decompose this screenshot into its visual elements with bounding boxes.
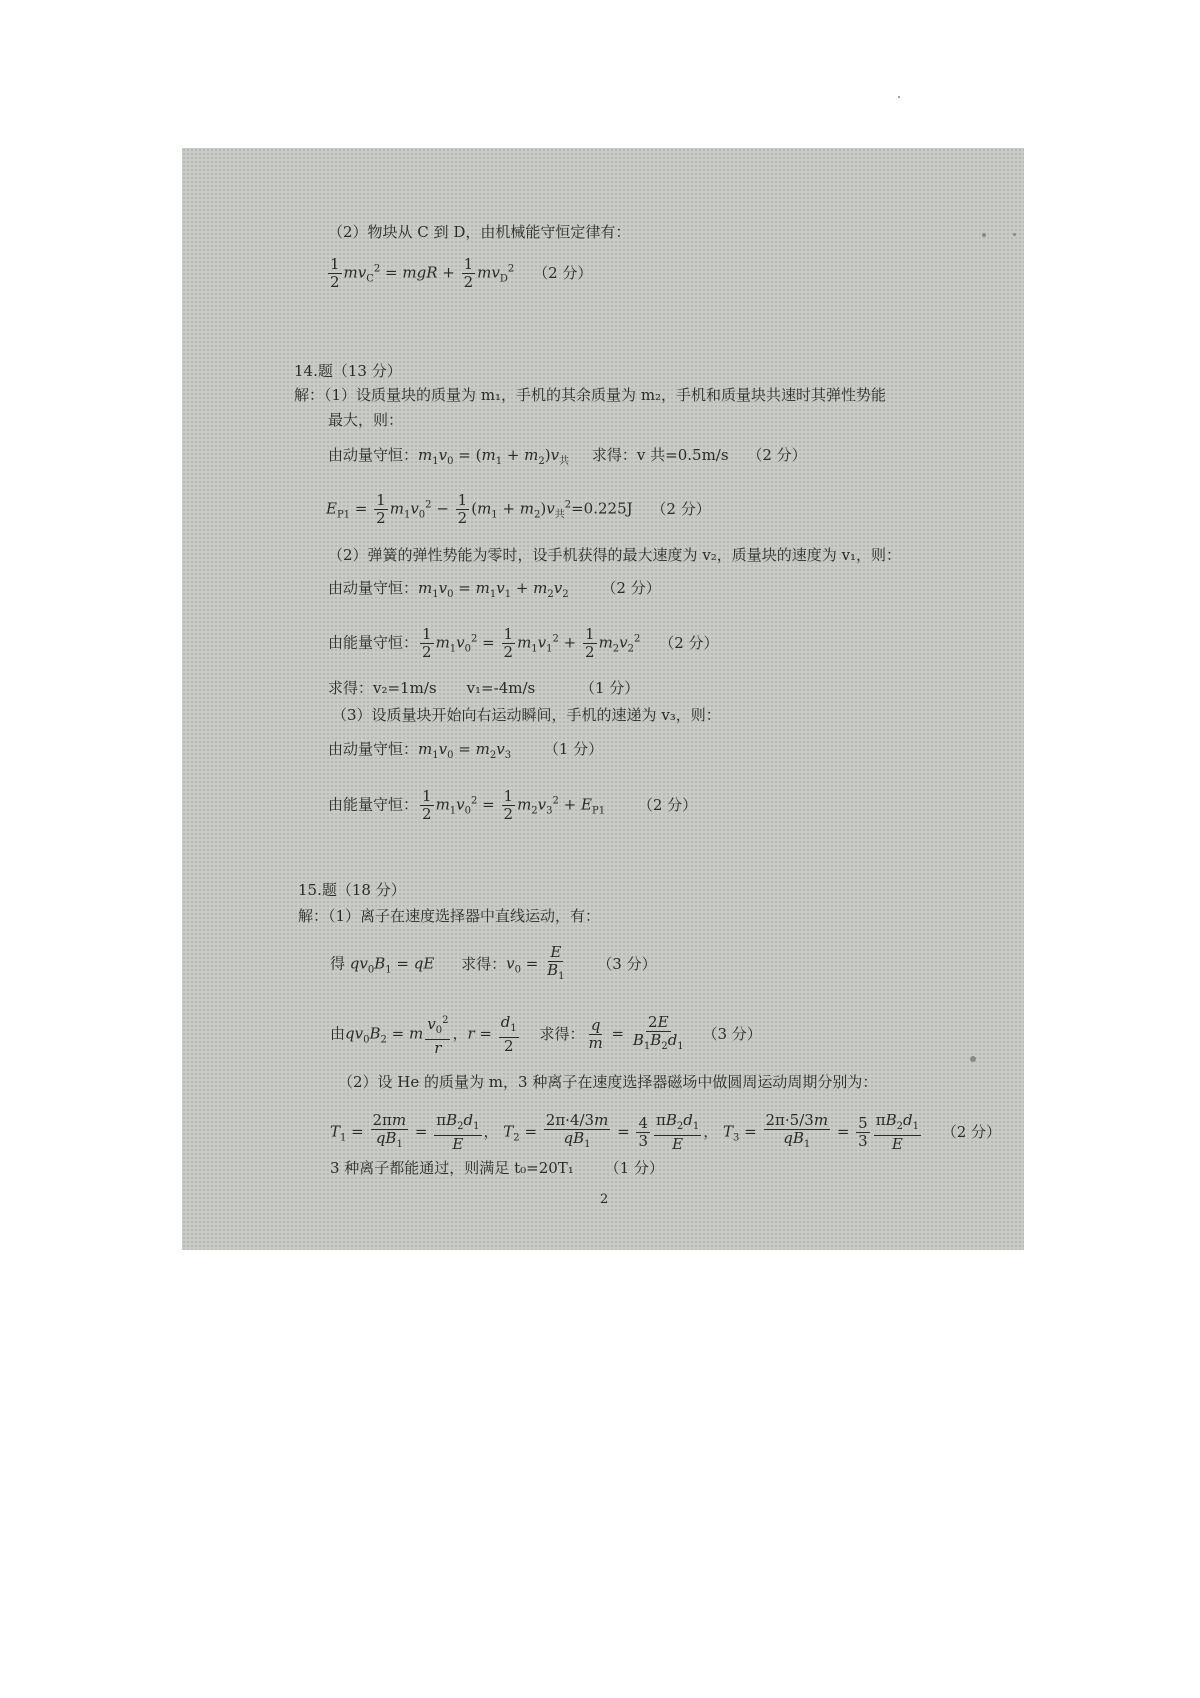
q15-title: 15.题（18 分） (298, 881, 406, 899)
speck (970, 1056, 976, 1062)
q14-energy-2: 由能量守恒： $\frac{1}{2}$ $m_1v_0^2$ = $\frac{1}{2}$ $m_1v_1^2$ + $\frac{1}{2}$ $m_2v_2^2$ （2 分） (328, 625, 719, 661)
q14-energy-3: 由能量守恒： $\frac{1}{2}$ $m_1v_0^2$ = $\frac{1}{2}$ $m_2v_3^2 + E_{P1}$ （2 分） (328, 787, 698, 823)
q15-intro: 解：（1）离子在速度选择器中直线运动，有： (298, 907, 601, 925)
q14-momentum-3: 由动量守恒：$m_1v_0 = m_2v_3$ （1 分） (328, 740, 604, 761)
q14-intro: 解：（1）设质量块的质量为 m₁，手机的其余质量为 m₂，手机和质量块共速时其弹性势能 (294, 386, 887, 404)
q13-part2-text: （2）物块从 C 到 D，由机械能守恒定律有： (328, 223, 631, 241)
q14-energy-1: $E_{P1}$ = $\frac{1}{2}$ $m_1v_0^2$ − $\frac{1}{2}$ $(m_1 + m_2)v_共^2=0.225J$ （2 分） (326, 491, 711, 527)
q14-intro-2: 最大，则： (328, 411, 404, 429)
speck (1013, 233, 1016, 236)
q15-eq2: 由$qv_0B_2 = m$ $\frac{v_0^2}{r}$ ，r = $\frac{d_1}{2}$ 求得： $\frac{q}{m}$ = $\frac{2E}{B_1B_2d_1}$ （3 分） (330, 1013, 762, 1057)
q14-part3-text: （3）设质量块开始向右运动瞬间，手机的速递为 v₃，则： (332, 706, 721, 724)
q14-momentum-1: 由动量守恒：$m_1v_0 = (m_1 + m_2)v_共$ 求得：v 共=0.5m/s （2 分） (328, 446, 807, 467)
q14-result-2: 求得：v₂=1m/s v₁=-4m/s （1 分） (328, 679, 640, 697)
q14-part2-text: （2）弹簧的弹性势能为零时，设手机获得的最大速度为 v₂，质量块的速度为 v₁，则： (328, 546, 902, 564)
page-number: 2 (600, 1192, 609, 1207)
q15-last: 3 种离子都能通过，则满足 t₀=20T₁ （1 分） (330, 1159, 664, 1177)
q14-momentum-2: 由动量守恒：$m_1v_0 = m_1v_1 + m_2v_2$ （2 分） (328, 579, 661, 600)
speck (898, 96, 900, 98)
q13-formula: $\frac{1}{2}$ $mv_C^2$ = mgR + $\frac{1}{2}$ $mv_D^2$ （2 分） (330, 255, 593, 291)
speck (982, 233, 986, 237)
q14-title: 14.题（13 分） (294, 362, 402, 380)
q15-eq1: 得 $qv_0B_1$ = qE 求得：$v_0$ = $\frac{E}{B_1}$ （3 分） (330, 943, 657, 982)
q15-periods: $T_1$ = $\frac{2\pi m}{qB_1}$ = $\frac{\pi B_2d_1}{E}$ ， $T_2$ = $\frac{2\pi\cdot 4/3m}{qB_1}$ = $\frac{4}{3}$ $\frac{\pi B_2d_1}{E}$ ， $T_3$ = $\frac{2\pi\cdot 5/3m}{qB_1}$ = $\frac{5}{3}$ $\frac{\pi B_2d_1}{E}$ （2 分） (330, 1111, 1002, 1153)
q15-part2-text: （2）设 He 的质量为 m，3 种离子在速度选择器磁场中做圆周运动周期分别为： (338, 1073, 878, 1091)
